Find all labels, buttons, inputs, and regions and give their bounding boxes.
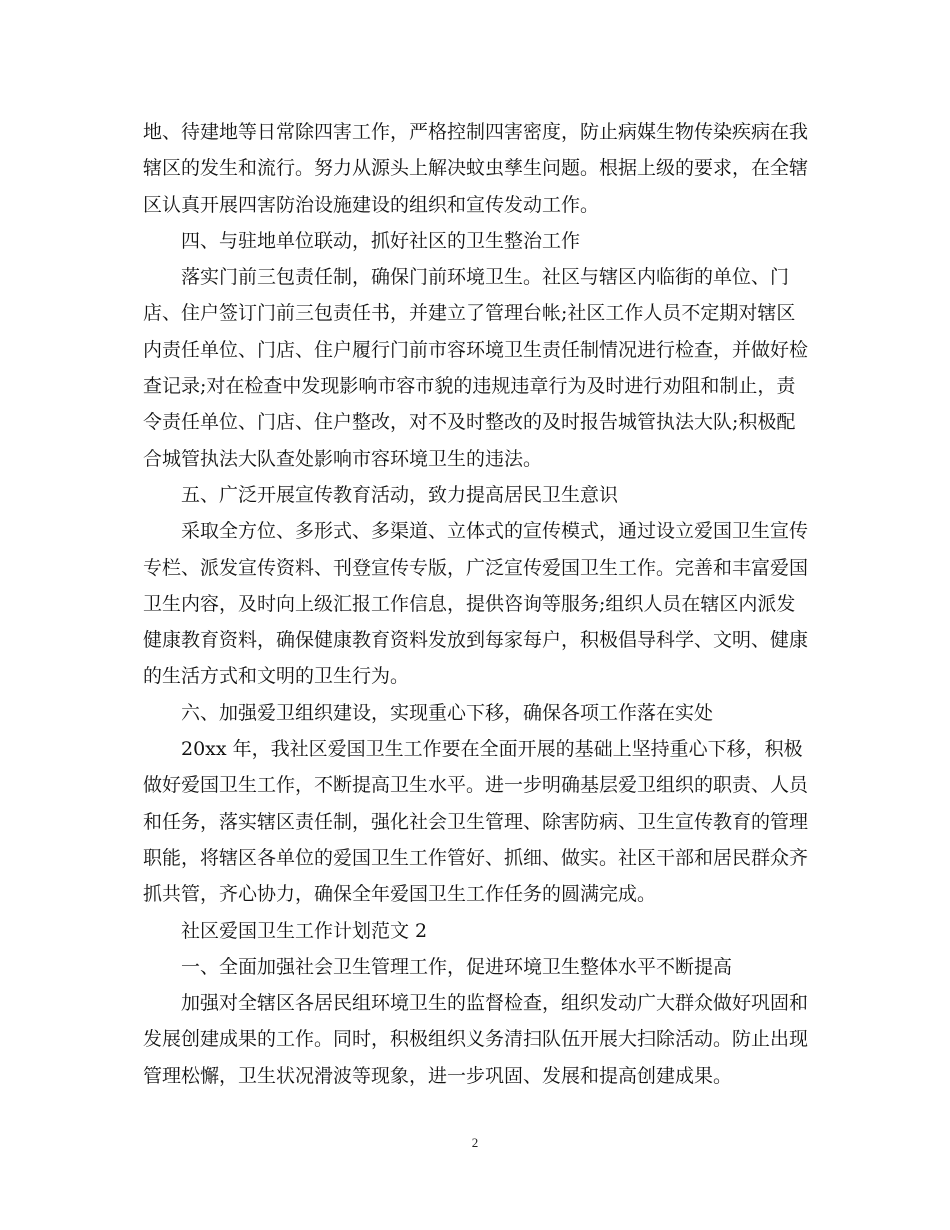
paragraph: 落实门前三包责任制，确保门前环境卫生。社区与辖区内临街的单位、门店、住户签订门前三包责任书，并建立了管理台帐;社区工作人员不定期对辖区内责任单位、门店、住户履行门前市容环境卫生责任制情况进行检查，并做好检查记录;对在检查中发现影响市容市貌的违规违章行为及时进行劝阻和制止，责令责任单位、门店、住户整改，对不及时整改的及时报告城管执法大队;积极配合城管执法大队查处影响市容环境卫生的违法。 — [143, 266, 809, 470]
document-subtitle: 社区爱国卫生工作计划范文 2 — [181, 919, 428, 942]
paragraph: 采取全方位、多形式、多渠道、立体式的宣传模式，通过设立爱国卫生宣传专栏、派发宣传资料、刊登宣传专版，广泛宣传爱国卫生工作。完善和丰富爱国卫生内容，及时向上级汇报工作信息，提供咨询等服务;组织人员在辖区内派发健康教育资料，确保健康教育资料发放到每家每户，积极倡导科学、文明、健康的生活方式和文明的卫生行为。 — [143, 520, 809, 688]
section-heading: 一、全面加强社会卫生管理工作，促进环境卫生整体水平不断提高 — [181, 955, 733, 978]
paragraph: 20xx 年，我社区爱国卫生工作要在全面开展的基础上坚持重心下移，积极做好爱国卫生工作，不断提高卫生水平。进一步明确基层爱卫组织的职责、人员和任务，落实辖区责任制，强化社会卫生管理、除害防病、卫生宣传教育的管理职能，将辖区各单位的爱国卫生工作管好、抓细、做实。社区干部和居民群众齐抓共管，齐心协力，确保全年爱国卫生工作任务的圆满完成。 — [143, 738, 809, 906]
page-number: 2 — [471, 1135, 479, 1150]
section-heading: 六、加强爱卫组织建设，实现重心下移，确保各项工作落在实处 — [181, 701, 714, 724]
section-heading: 五、广泛开展宣传教育活动，致力提高居民卫生意识 — [181, 483, 619, 506]
paragraph: 加强对全辖区各居民组环境卫生的监督检查，组织发动广大群众做好巩固和发展创建成果的工作。同时，积极组织义务清扫队伍开展大扫除活动。防止出现管理松懈，卫生状况滑波等现象，进一步巩固、发展和提高创建成果。 — [143, 992, 809, 1087]
paragraph: 地、待建地等日常除四害工作，严格控制四害密度，防止病媒生物传染疾病在我辖区的发生和流行。努力从源头上解决蚊虫孳生问题。根据上级的要求，在全辖区认真开展四害防治设施建设的组织和宣传发动工作。 — [143, 121, 809, 216]
document-body — [143, 114, 813, 1094]
section-heading: 四、与驻地单位联动，抓好社区的卫生整治工作 — [181, 229, 581, 252]
